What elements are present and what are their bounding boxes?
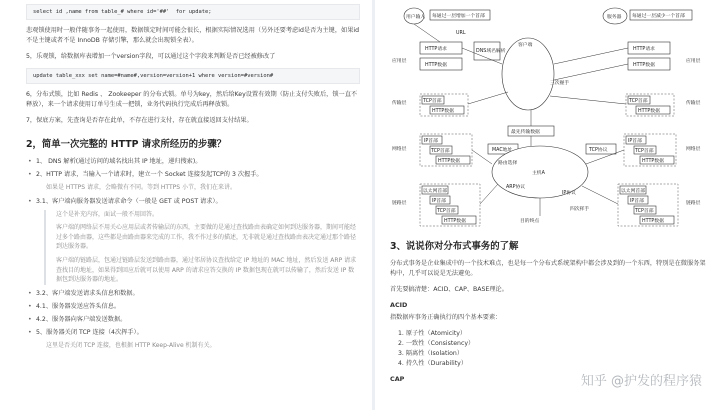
node-label: IP首部 bbox=[432, 199, 446, 204]
connector bbox=[554, 64, 628, 80]
layer-label: 链路层 bbox=[686, 201, 701, 206]
blockquote bbox=[44, 210, 360, 285]
layer-label: 链路层 bbox=[392, 201, 407, 206]
list-item: 1. 原子性（Atomicity） bbox=[398, 330, 467, 337]
paragraph: 指数据库事务正确执行的四个基本要素： bbox=[390, 314, 502, 321]
node-label: ARP协议 bbox=[506, 185, 526, 190]
paragraph: 6，分布式锁，比如 Redis 、 Zookeeper 的分布式锁。单号为key，然后给Key设置有效期（防止支付失败后，锁一直不释放），来一个请求使用订单号生成一把锁，业务代码执行完成后再释放锁。 bbox=[26, 91, 358, 108]
step-list bbox=[26, 197, 360, 207]
node-label: HTTP数据 bbox=[444, 219, 466, 224]
layer-label: 应用层 bbox=[392, 59, 407, 64]
subheading: CAP bbox=[390, 375, 405, 383]
http-request-diagram bbox=[390, 4, 706, 230]
node-label: 最先传输数据 bbox=[511, 130, 540, 135]
node-label: 三次握手 bbox=[550, 81, 570, 86]
node-label: IP首部 bbox=[630, 199, 644, 204]
node-label: 主机A bbox=[532, 171, 545, 176]
connector bbox=[480, 184, 498, 204]
node-label: TCP首部 bbox=[635, 209, 654, 214]
node-label: TCP首部 bbox=[629, 99, 648, 104]
quote-line: 客户端的网络层不用关心应用层或者传输层的东西，主要做的是通过查找路由表确定如何到达服务器，期间可能经过多个路由器，这些都是由路由器来完成的工作，我不作过多的描述，无非就是通过查找路由表决定通过那个路径到达服务器。 bbox=[56, 224, 357, 251]
node-label: MAC地址 bbox=[492, 148, 513, 153]
layer-label: 传输层 bbox=[686, 101, 701, 106]
node-label: HTTP数据 bbox=[633, 63, 655, 68]
layer-label: 网络层 bbox=[686, 147, 701, 152]
connector bbox=[468, 92, 508, 104]
layer-label: 网络层 bbox=[392, 147, 407, 152]
sql-code-block: select id ,name from table_# where id='##' for update; bbox=[26, 4, 360, 20]
right-page bbox=[376, 0, 720, 410]
connector bbox=[582, 186, 618, 204]
quote-line: 这个是补充内容，面试一般不用回答。 bbox=[56, 210, 159, 218]
node-label: 每通过一层增加一个首部 bbox=[432, 14, 485, 19]
watermark: 知乎 @护发的程序猿 bbox=[580, 374, 702, 389]
node-label: 路由选择 bbox=[498, 161, 518, 166]
list-item: • 2、HTTP 请求，当输入一个请求时，建立一个 Socket 连接发起TCP的 3 次握手。 bbox=[26, 170, 360, 180]
node-label: IP首部 bbox=[628, 139, 642, 144]
node-label: HTTP数据 bbox=[432, 109, 454, 114]
node-label: HTTP请求 bbox=[425, 47, 447, 52]
connector bbox=[550, 96, 626, 104]
node-label: TCP首部 bbox=[635, 149, 654, 154]
node-label: DNS域名解析 bbox=[476, 49, 506, 54]
paragraph: 5，乐观锁，给数据库表增加一个version字段，可以通过这个字段来判断是否已经被修改了 bbox=[26, 53, 276, 60]
paragraph: 悲观锁使用时一般伴随事务一起使用，数据锁定时间可能会很长，根据实际情况选用（另外还要考虑id是否为主键，如果id不是主键或者不是 InnoDB 存储引擎，那么就会出现锁全表）。 bbox=[26, 27, 360, 44]
node-label: TCP协议 bbox=[589, 148, 608, 153]
node-label: TCP首部 bbox=[437, 209, 456, 214]
node-label: HTTP数据 bbox=[642, 159, 664, 164]
paragraph: 首先要搞清楚：ACID、CAP、BASE理论。 bbox=[390, 286, 508, 293]
layer-label: 传输层 bbox=[392, 101, 407, 106]
acid-list bbox=[390, 329, 706, 369]
node-label: 每通过一层减少一个首部 bbox=[632, 14, 685, 19]
node-label: IP协议 bbox=[562, 191, 576, 196]
list-item: 2. 一致性（Consistency） bbox=[398, 340, 475, 347]
step-list bbox=[26, 157, 360, 180]
paragraph: 7，保底方案，先查询是否存在此单，不存在进行支付，存在就直接返回支付结果。 bbox=[26, 117, 253, 124]
list-item: 4. 持久性（Durability） bbox=[398, 360, 468, 367]
node-label: IP首部 bbox=[424, 139, 438, 144]
node-label: 以太网首部 bbox=[621, 189, 645, 194]
page-divider bbox=[372, 0, 375, 410]
section-heading: 3、说说你对分布式事务的了解 bbox=[390, 241, 519, 252]
diagram-svg bbox=[390, 4, 706, 230]
node-label: TCP首部 bbox=[431, 149, 450, 154]
connector bbox=[414, 24, 440, 42]
paragraph: 分布式事务是企业集成中的一个技术难点，也是每一个分布式系统架构中都会涉及到的一个东西，特别是在微服务架构中，几乎可以说是无法避免。 bbox=[390, 260, 706, 277]
list-item: • 3.1、客户端向服务器发送请求命令（一般是 GET 或 POST 请求）。 bbox=[26, 197, 360, 207]
node-label: 以太网首部 bbox=[423, 189, 447, 194]
step-list bbox=[26, 289, 360, 338]
node-label: HTTP数据 bbox=[438, 159, 460, 164]
list-item: • 1、 DNS 解析(通过访问的域名找出其 IP 地址，递归搜索)。 bbox=[26, 157, 360, 167]
section-heading: 2，简单一次完整的 HTTP 请求所经历的步骤？ bbox=[26, 139, 227, 150]
note-text: 如果是 HTTPS 请求，会略微有不同。等到 HTTPS 小节，我们在来讲。 bbox=[46, 184, 236, 191]
node-label: 服务器 bbox=[607, 15, 622, 20]
node-label: HTTP数据 bbox=[638, 109, 660, 114]
node-label: HTTP数据 bbox=[642, 219, 664, 224]
quote-line: 客户端的链路层，包通过链路层发送到路由器，通过邻居协议查找给定 IP 地址的 MAC 地址，然后发送 ARP 请求查找目的地址，如果得到回应后就可以使用 ARP 的请求应答交换的 IP 数据包现在就可以传输了，然后发送 IP 数据包到达服务器的地址。 bbox=[56, 256, 357, 284]
node-label: HTTP请求 bbox=[633, 47, 655, 52]
node-label: 客户端 bbox=[518, 43, 533, 48]
node-label: TCP首部 bbox=[423, 99, 442, 104]
subheading: ACID bbox=[390, 301, 408, 309]
list-item: • 3.2、客户端发送请求头信息和数据。 bbox=[26, 289, 360, 299]
node-label: HTTP数据 bbox=[425, 63, 447, 68]
client-ellipse bbox=[502, 38, 554, 110]
node-label: 目的终点 bbox=[520, 219, 540, 224]
node-label: 用户输入 bbox=[406, 15, 426, 20]
layer-label: 应用层 bbox=[686, 59, 701, 64]
note-text: 这里是否关闭 TCP 连接，也根据 HTTP Keep-Alive 机制有关。 bbox=[46, 341, 216, 349]
node-label: URL bbox=[456, 31, 466, 36]
list-item: • 5、服务器关闭 TCP 连接（4次挥手）。 bbox=[26, 328, 360, 338]
connector bbox=[554, 48, 628, 64]
list-item: 3. 隔离性（Isolation） bbox=[398, 350, 464, 357]
sql-code-block: update table_xxx set name=#name#,version=version+1 where version=#version# bbox=[26, 68, 360, 84]
list-item: • 4.2、服务器向客户端发送数据。 bbox=[26, 315, 360, 325]
node-label: 四次挥手 bbox=[570, 207, 590, 212]
list-item: • 4.1、服务器发送应答头信息。 bbox=[26, 302, 360, 312]
